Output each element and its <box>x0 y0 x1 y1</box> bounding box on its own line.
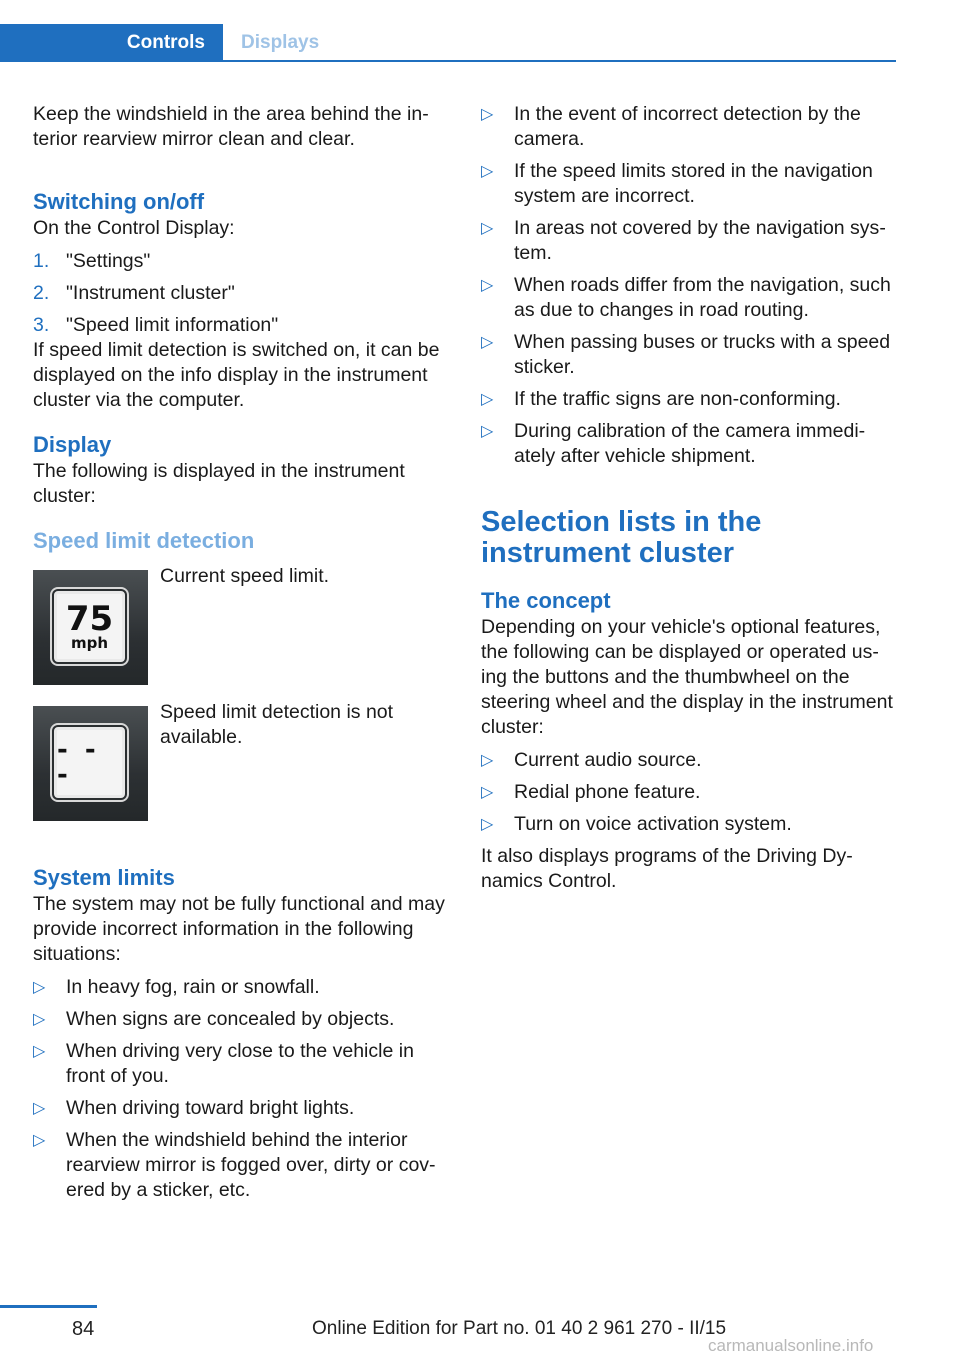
switching-steps <box>33 249 445 338</box>
triangle-bullet-icon: ▷ <box>481 816 494 833</box>
sign-unit: mph <box>70 633 109 652</box>
display-heading: Display <box>33 432 112 457</box>
list-item <box>481 273 893 323</box>
step-text: "Settings" <box>66 250 151 272</box>
speed-limit-sign-image <box>33 706 148 821</box>
system-limits-list <box>33 975 445 1203</box>
list-item-text: When signs are concealed by objects. <box>66 1008 395 1030</box>
step-text: "Speed limit information" <box>66 314 279 336</box>
triangle-bullet-icon: ▷ <box>481 391 494 408</box>
list-item-text: In the event of incorrect detection by the camera. <box>514 103 861 150</box>
speed-limit-unavailable-icon <box>54 727 125 798</box>
triangle-bullet-icon: ▷ <box>481 784 494 801</box>
list-item-text: If the speed limits stored in the navigation system are incorrect. <box>514 160 873 207</box>
footer-rule <box>0 1305 97 1308</box>
sign-value: - - - <box>57 734 100 790</box>
list-item <box>33 975 445 1000</box>
list-item <box>33 1007 445 1032</box>
list-item-text: Current audio source. <box>514 749 702 771</box>
watermark[interactable]: carmanualsonline.info <box>708 1336 874 1355</box>
list-item <box>481 780 893 805</box>
list-item <box>481 387 893 412</box>
switching-lead: On the Control Display: <box>33 217 235 239</box>
list-item <box>481 216 893 266</box>
right-column <box>481 102 893 894</box>
intro-paragraph: Keep the windshield in the area behind the interior rearview mirror clean and clear. <box>33 103 429 150</box>
step-number: 3. <box>33 314 50 336</box>
list-item-text: In areas not covered by the navigation system. <box>514 217 886 264</box>
header-rule <box>0 60 896 62</box>
triangle-bullet-icon: ▷ <box>481 106 494 123</box>
triangle-bullet-icon: ▷ <box>33 979 46 996</box>
page-number: 84 <box>72 1318 95 1340</box>
sign-current-limit <box>33 565 445 706</box>
system-limits-list-continued <box>481 102 893 469</box>
edition-note: Online Edition for Part no. 01 40 2 961 270 - II/15 <box>312 1318 727 1339</box>
closing-text: It also displays programs of the Driving Dynamics Control. <box>481 845 853 892</box>
section-tabs <box>0 0 896 62</box>
sign-unavailable <box>33 701 445 864</box>
step-number: 1. <box>33 250 50 272</box>
system-limits-heading: System limits <box>33 865 175 890</box>
list-item-text: When driving toward bright lights. <box>66 1097 355 1119</box>
display-text: The following is displayed in the instrument cluster: <box>33 460 405 507</box>
step-number: 2. <box>33 282 50 304</box>
list-item-text: Redial phone feature. <box>514 781 701 803</box>
list-item-text: Turn on voice activation system. <box>514 813 792 835</box>
list-item <box>33 249 445 274</box>
list-item-text: During calibration of the camera immediately after vehicle shipment. <box>514 420 866 467</box>
switching-heading: Switching on/off <box>33 189 205 214</box>
triangle-bullet-icon: ▷ <box>481 277 494 294</box>
tab-controls[interactable]: Controls <box>0 24 223 61</box>
triangle-bullet-icon: ▷ <box>33 1011 46 1028</box>
sign-value: 75 <box>65 598 114 639</box>
speed-limit-sign-image <box>33 570 148 685</box>
triangle-bullet-icon: ▷ <box>481 423 494 440</box>
sign-caption: Speed limit detection is not available. <box>160 701 394 748</box>
list-item <box>481 102 893 152</box>
list-item <box>33 313 445 338</box>
list-item <box>481 330 893 380</box>
speed-limit-heading: Speed limit detection <box>33 528 255 553</box>
list-item-text: When driving very close to the vehicle in front of you. <box>66 1040 414 1087</box>
list-item <box>481 159 893 209</box>
list-item <box>481 748 893 773</box>
concept-heading: The concept <box>481 588 611 613</box>
triangle-bullet-icon: ▷ <box>33 1132 46 1149</box>
tab-displays[interactable]: Displays <box>241 31 320 53</box>
list-item <box>481 812 893 837</box>
list-item <box>33 1039 445 1089</box>
selection-lists-heading: Selection lists in the instrument cluster <box>481 506 762 569</box>
triangle-bullet-icon: ▷ <box>481 163 494 180</box>
speed-limit-75-icon <box>54 591 125 662</box>
list-item <box>33 1128 445 1203</box>
triangle-bullet-icon: ▷ <box>33 1100 46 1117</box>
left-column <box>33 102 445 1210</box>
step-text: "Instrument cluster" <box>66 282 235 304</box>
list-item-text: In heavy fog, rain or snowfall. <box>66 976 320 998</box>
list-item-text: If the traffic signs are non-conforming. <box>514 388 841 410</box>
list-item <box>33 281 445 306</box>
selection-list <box>481 748 893 837</box>
list-item-text: When passing buses or trucks with a speed sticker. <box>514 331 891 378</box>
triangle-bullet-icon: ▷ <box>33 1043 46 1060</box>
list-item <box>481 419 893 469</box>
triangle-bullet-icon: ▷ <box>481 752 494 769</box>
triangle-bullet-icon: ▷ <box>481 220 494 237</box>
switching-note: If speed limit detection is switched on, it can be displayed on the info display in the instrument cluster via the computer. <box>33 339 440 411</box>
list-item-text: When the windshield behind the interior rearview mirror is fogged over, dirty or covered by a sticker, etc. <box>66 1129 436 1201</box>
system-limits-text: The system may not be fully functional and may provide incorrect information in the following situations: <box>33 893 445 965</box>
concept-text: Depending on your vehicle's optional features, the following can be displayed or operated using the buttons and the thumbwheel on the steering wheel and the display in the instrument cluster: <box>481 616 893 738</box>
list-item <box>33 1096 445 1121</box>
sign-caption: Current speed limit. <box>160 565 330 587</box>
list-item-text: When roads differ from the navigation, such as due to changes in road routing. <box>514 274 891 321</box>
triangle-bullet-icon: ▷ <box>481 334 494 351</box>
